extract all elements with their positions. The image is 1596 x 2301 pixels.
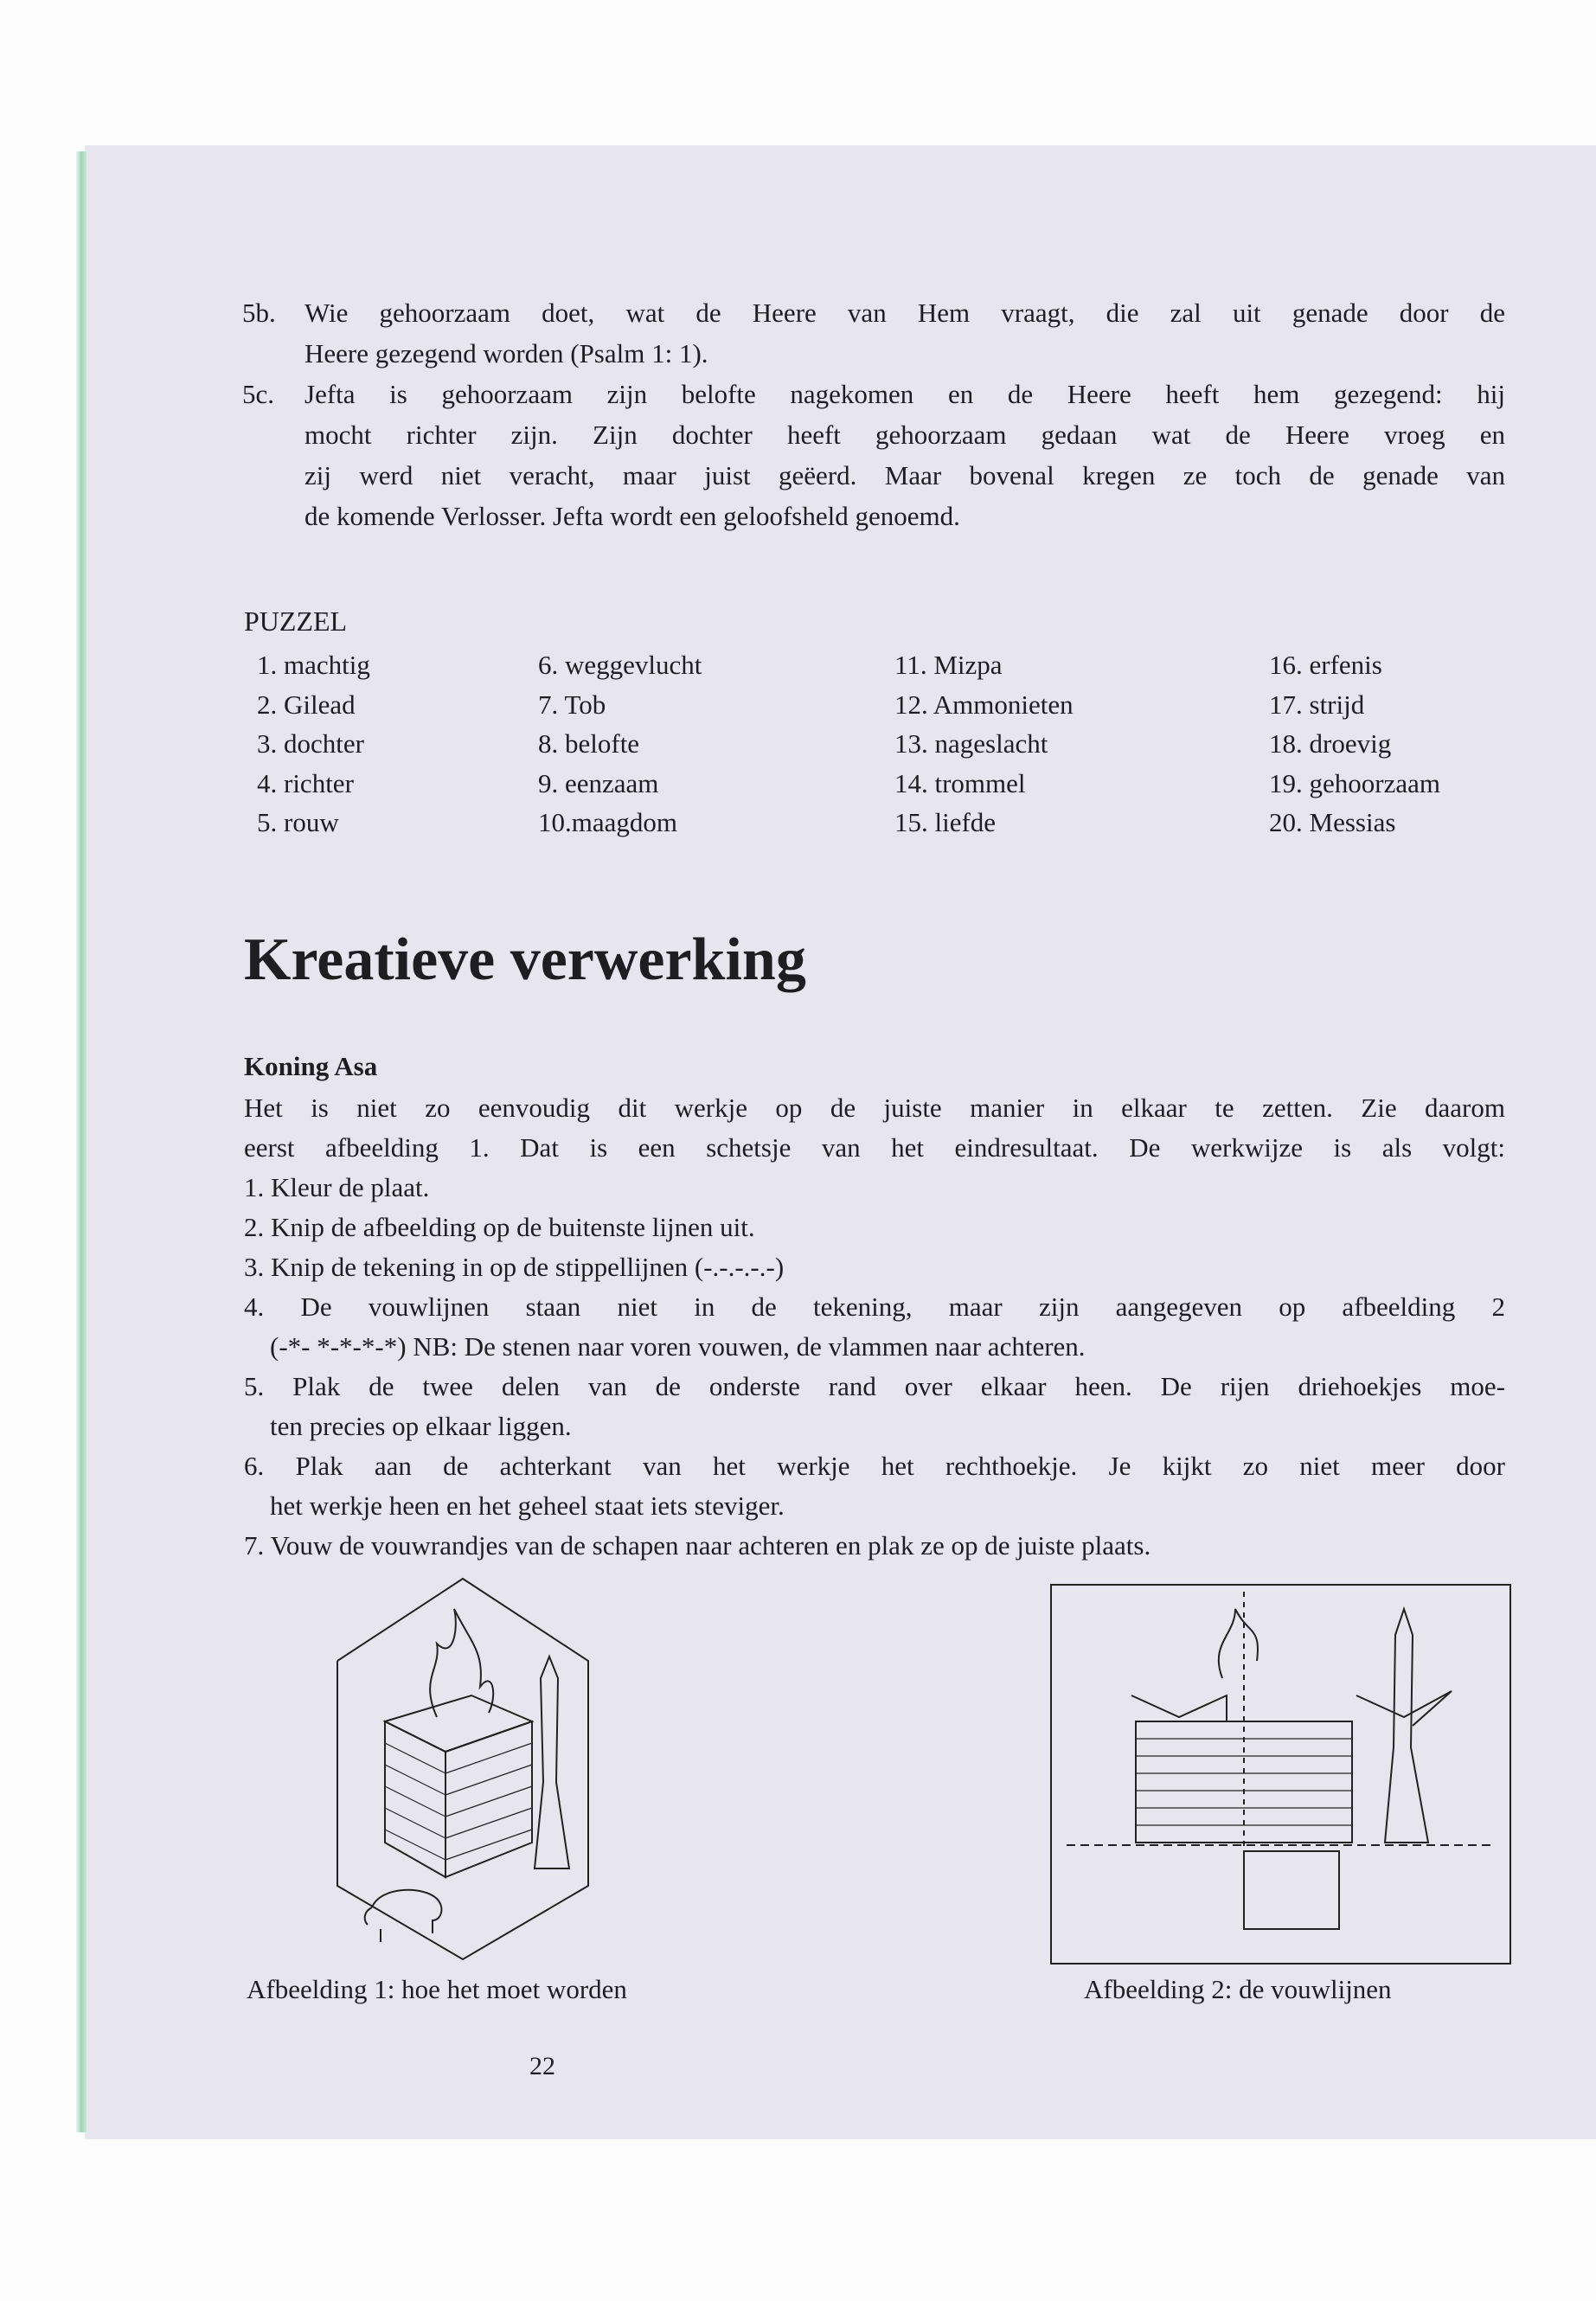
intro-line: eerst afbeelding 1. Dat is een schetsje van het eindresultaat. De werkwijze is als volgt: [244,1132,1505,1163]
puzzle-answer: 9. eenzaam [538,767,659,798]
answer-5c [242,374,1505,536]
answer-line: Jefta is gehoorzaam zijn belofte nagekomen en de Heere heeft hem gezegend: hij [304,379,1505,409]
answer-line: de komende Verlosser. Jefta wordt een geloofsheld genoemd. [304,501,960,531]
puzzle-answer: 13. nageslacht [894,728,1048,759]
answer-line: mocht richter zijn. Zijn dochter heeft gehoorzaam gedaan wat de Heere vroeg en [304,420,1505,450]
answer-line: Heere gezegend worden (Psalm 1: 1). [304,338,708,369]
answer-5b [242,292,1505,374]
puzzle-answer: 18. droevig [1269,728,1392,759]
puzzle-column-1 [257,645,370,843]
puzzle-column-2 [538,645,702,843]
step-4: 4. De vouwlijnen staan niet in de tekening, maar zijn aangegeven op afbeelding 2 [244,1292,1505,1322]
puzzle-column-4 [1269,645,1440,843]
puzzle-answer: 14. trommel [894,767,1026,798]
figure-2-fold-lines-illustration [1049,1583,1512,1965]
step-4-cont: (-*- *-*-*-*) NB: De stenen naar voren vouwen, de vlammen naar achteren. [270,1331,1086,1362]
puzzle-column-3 [894,645,1074,843]
intro-line: Het is niet zo eenvoudig dit werkje op de juiste manier in elkaar te zetten. Zie daarom [244,1093,1505,1123]
step-5-cont: ten precies op elkaar liggen. [270,1411,572,1441]
puzzle-answer: 15. liefde [894,807,997,837]
puzzle-title: PUZZEL [244,606,348,637]
step-3: 3. Knip de tekening in op de stippellijnen (-.-.-.-.-) [244,1252,785,1282]
puzzle-answer: 4. richter [257,767,354,798]
puzzle-answer: 5. rouw [257,807,339,837]
step-7: 7. Vouw de vouwrandjes van de schapen naar achteren en plak ze op de juiste plaats. [244,1530,1151,1561]
subsection-title: Koning Asa [244,1051,378,1081]
step-1: 1. Kleur de plaat. [244,1172,430,1202]
answer-number: 5c. [242,379,275,409]
figure-2-caption: Afbeelding 2: de vouwlijnen [1084,1974,1392,2004]
puzzle-answer: 19. gehoorzaam [1269,767,1440,798]
puzzle-answer: 6. weggevlucht [538,650,702,680]
puzzle-answer: 11. Mizpa [894,650,1003,680]
figure-1-altar-illustration [333,1574,593,1964]
puzzle-answer: 17. strijd [1269,689,1365,720]
puzzle-answer: 8. belofte [538,728,640,759]
puzzle-answer: 16. erfenis [1269,650,1382,680]
step-2: 2. Knip de afbeelding op de buitenste lijnen uit. [244,1212,755,1242]
puzzle-answer: 12. Ammonieten [894,689,1074,720]
puzzle-answer: 20. Messias [1269,807,1396,837]
puzzle-answer: 2. Gilead [257,689,356,720]
puzzle-answer: 10.maagdom [538,807,677,837]
step-5: 5. Plak de twee delen van de onderste rand over elkaar heen. De rijen driehoekjes moe- [244,1371,1505,1401]
step-6: 6. Plak aan de achterkant van het werkje het rechthoekje. Je kijkt zo niet meer door [244,1451,1505,1481]
puzzle-answer: 3. dochter [257,728,364,759]
page-edge [76,151,87,2132]
puzzle-answer: 7. Tob [538,689,606,720]
section-title: Kreatieve verwerking [244,926,806,993]
step-6-cont: het werkje heen en het geheel staat iets steviger. [270,1490,785,1521]
answer-line: zij werd niet veracht, maar juist geëerd. Maar bovenal kregen ze toch de genade van [304,460,1505,490]
figure-1-caption: Afbeelding 1: hoe het moet worden [247,1974,627,2004]
puzzle-answer: 1. machtig [257,650,370,680]
answer-line: Wie gehoorzaam doet, wat de Heere van Hem vraagt, die zal uit genade door de [304,298,1505,328]
instructions [244,1088,1505,1566]
page-number: 22 [529,2052,555,2080]
answer-number: 5b. [242,298,276,328]
